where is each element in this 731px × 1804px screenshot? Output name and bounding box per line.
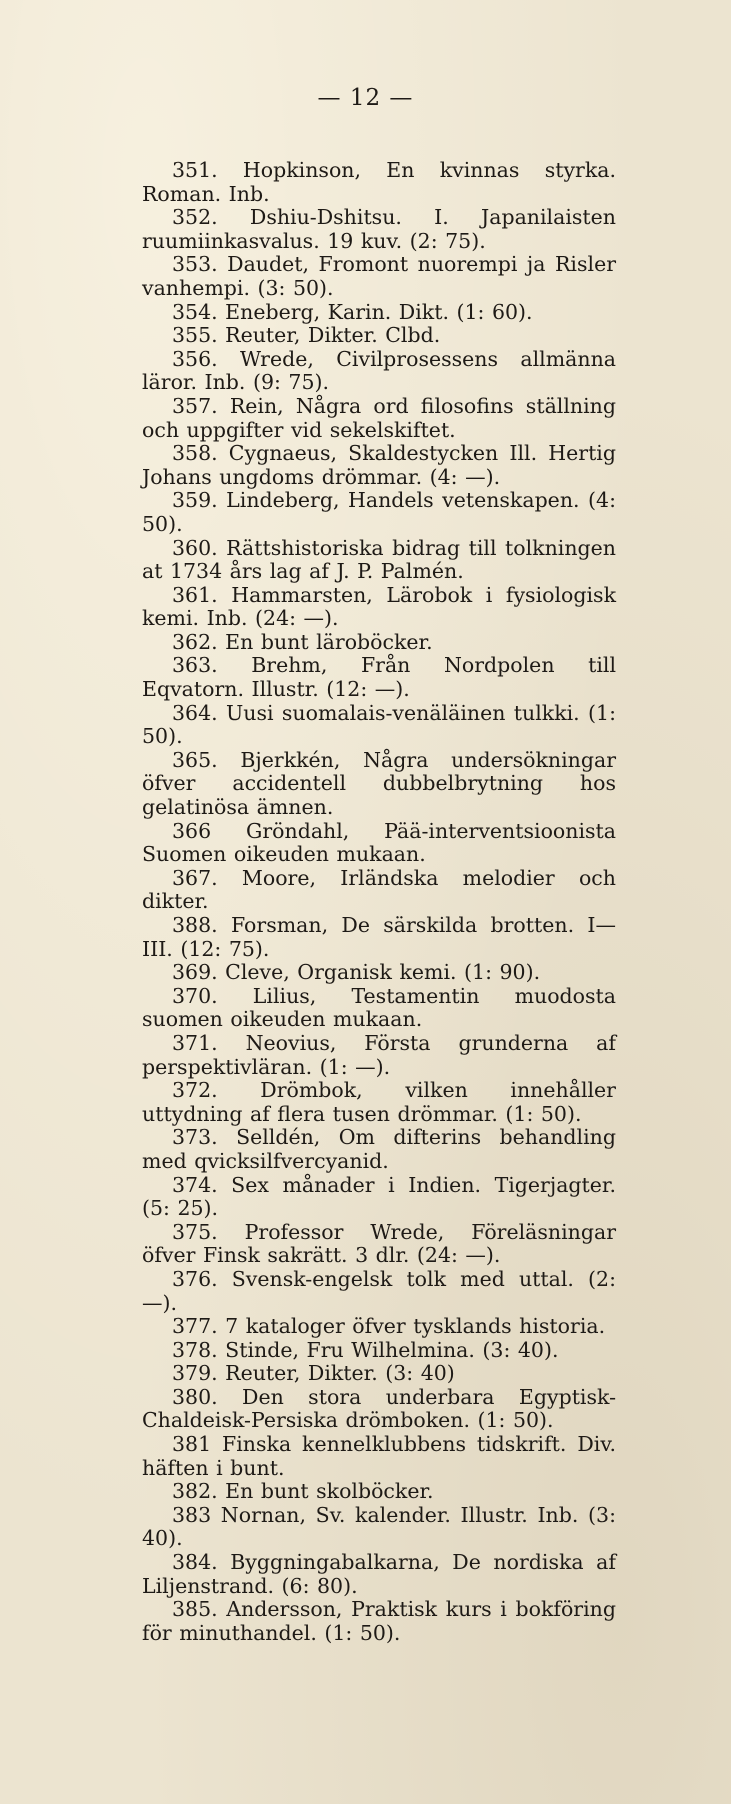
- catalog-entry: 373. Selldén, Om difterins behandling med qvicksilfvercyanid.: [142, 1125, 616, 1173]
- catalog-entry: 388. Forsman, De särskilda brotten. I—III. (12: 75).: [142, 913, 616, 961]
- catalog-entry: 361. Hammarsten, Lärobok i fysiologisk kemi. Inb. (24: —).: [142, 582, 616, 631]
- catalog-entry: 365. Bjerkkén, Några undersökningar öfver accidentell dubbelbrytning hos gelatinösa ämnen.: [142, 747, 616, 820]
- catalog-entry: 351. Hopkinson, En kvinnas styrka. Roman. Inb.: [142, 158, 616, 206]
- catalog-entry: 353. Daudet, Fromont nuorempi ja Risler vanhempi. (3: 50).: [142, 252, 616, 300]
- catalog-entry: 369. Cleve, Organisk kemi. (1: 90).: [172, 960, 541, 985]
- catalog-entry: 385. Andersson, Praktisk kurs i bokföring för minuthandel. (1: 50).: [142, 1597, 616, 1645]
- catalog-entry: 374. Sex månader i Indien. Tigerjagter. (5: 25).: [142, 1172, 616, 1221]
- catalog-entry: 354. Eneberg, Karin. Dikt. (1: 60).: [172, 299, 533, 324]
- catalog-entries: [142, 159, 616, 1645]
- catalog-entry: 383 Nornan, Sv. kalender. Illustr. Inb. (3: 40).: [142, 1502, 616, 1551]
- catalog-entry: 378. Stinde, Fru Wilhelmina. (3: 40).: [172, 1337, 559, 1362]
- catalog-entry: 362. En bunt läroböcker.: [172, 629, 433, 654]
- page-number: — 12 —: [317, 85, 414, 111]
- catalog-entry: 356. Wrede, Civilprosessens allmänna läror. Inb. (9: 75).: [142, 346, 616, 395]
- catalog-entry: 384. Byggningabalkarna, De nordiska af Liljenstrand. (6: 80).: [142, 1550, 616, 1598]
- catalog-entry: 363. Brehm, Från Nordpolen till Eqvatorn. Illustr. (12: —).: [142, 653, 616, 702]
- catalog-entry: 375. Professor Wrede, Föreläsningar öfver Finsk sakrätt. 3 dlr. (24: —).: [142, 1219, 616, 1268]
- catalog-entry: 370. Lilius, Testamentin muodosta suomen oikeuden mukaan.: [142, 983, 616, 1032]
- catalog-entry: 367. Moore, Irländska melodier och dikter.: [142, 865, 616, 914]
- catalog-entry: 377. 7 kataloger öfver tysklands historia.: [172, 1314, 606, 1339]
- catalog-entry: 380. Den stora underbara Egyptisk-Chaldeisk-Persiska drömboken. (1: 50).: [142, 1384, 616, 1433]
- catalog-entry: 360. Rättshistoriska bidrag till tolkningen at 1734 års lag af J. P. Palmén.: [142, 535, 616, 584]
- catalog-entry: 371. Neovius, Första grunderna af perspektivläran. (1: —).: [142, 1030, 616, 1079]
- catalog-entry: 357. Rein, Några ord filosofins ställning och uppgifter vid sekelskiftet.: [142, 393, 616, 442]
- catalog-entry: 364. Uusi suomalais-venäläinen tulkki. (1: 50).: [142, 700, 616, 749]
- catalog-entry: 355. Reuter, Dikter. Clbd.: [172, 323, 441, 348]
- catalog-entry: 381 Finska kennelklubbens tidskrift. Div. häften i bunt.: [142, 1432, 616, 1480]
- catalog-entry: 366 Gröndahl, Pää-interventsioonista Suomen oikeuden mukaan.: [142, 818, 616, 867]
- catalog-entry: 376. Svensk-engelsk tolk med uttal. (2: —).: [142, 1266, 616, 1315]
- catalog-entry: 372. Drömbok, vilken innehåller uttydning af flera tusen drömmar. (1: 50).: [142, 1078, 616, 1126]
- catalog-entry: 379. Reuter, Dikter. (3: 40): [172, 1361, 455, 1386]
- catalog-entry: 352. Dshiu-Dshitsu. I. Japanilaisten ruumiinkasvalus. 19 kuv. (2: 75).: [142, 205, 616, 253]
- catalog-entry: 382. En bunt skolböcker.: [172, 1479, 434, 1504]
- catalog-entry: 358. Cygnaeus, Skaldestycken Ill. Hertig Johans ungdoms drömmar. (4: —).: [142, 441, 616, 489]
- catalog-entry: 359. Lindeberg, Handels vetenskapen. (4: 50).: [142, 488, 616, 536]
